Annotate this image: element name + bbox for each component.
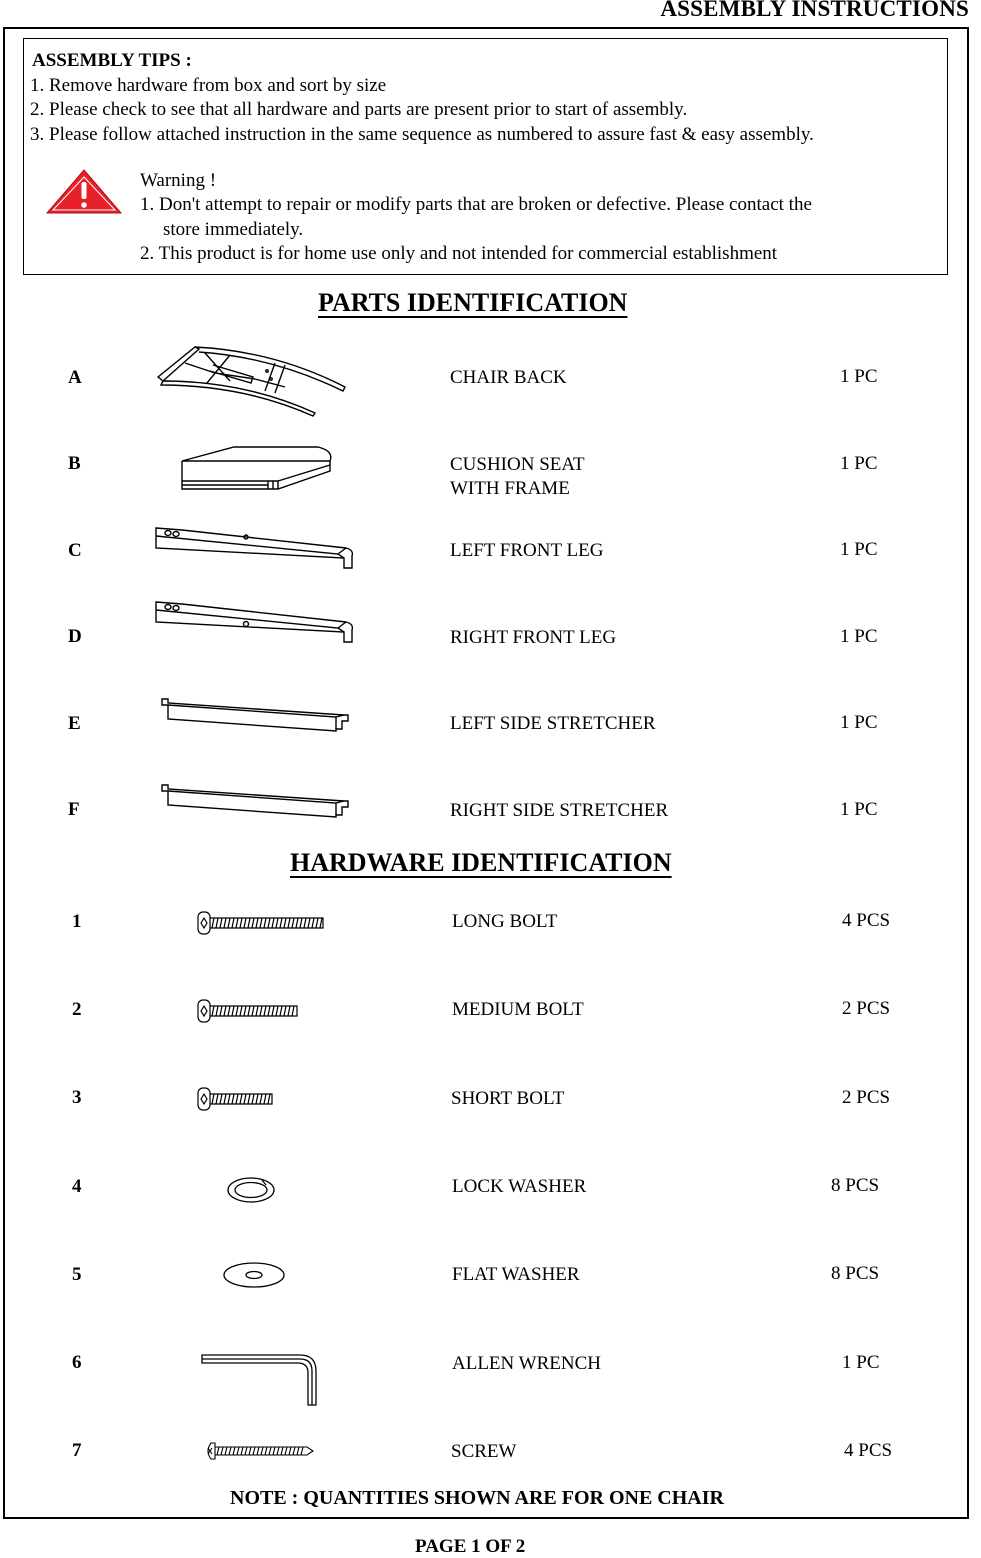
part-name: RIGHT SIDE STRETCHER xyxy=(450,800,669,821)
tip-1: 1. Remove hardware from box and sort by size xyxy=(30,75,387,96)
long-bolt-icon xyxy=(196,910,326,936)
chair-back-drawing xyxy=(155,343,350,419)
page-number: PAGE 1 OF 2 xyxy=(415,1536,526,1557)
hardware-identification-title: HARDWARE IDENTIFICATION xyxy=(290,848,672,877)
tips-heading: ASSEMBLY TIPS : xyxy=(32,50,192,71)
part-qty: 1 PC xyxy=(840,366,878,387)
warning-triangle-icon xyxy=(45,168,123,215)
hardware-number: 2 xyxy=(72,999,82,1020)
part-qty: 1 PC xyxy=(840,453,878,474)
part-name: LEFT SIDE STRETCHER xyxy=(450,713,656,734)
warning-line-1: 1. Don't attempt to repair or modify parts that are broken or defective. Please contact the xyxy=(140,194,812,215)
screw-icon xyxy=(203,1441,315,1461)
cushion-seat-drawing xyxy=(178,445,336,493)
right-front-leg-drawing xyxy=(152,598,356,644)
short-bolt-icon xyxy=(196,1086,276,1112)
warning-line-2: 2. This product is for home use only and not intended for commercial establishment xyxy=(140,243,778,264)
hardware-name: ALLEN WRENCH xyxy=(452,1353,601,1374)
right-side-stretcher-drawing xyxy=(160,783,350,819)
assembly-tips-box xyxy=(23,38,948,275)
part-qty: 1 PC xyxy=(840,712,878,733)
hardware-name: MEDIUM BOLT xyxy=(452,999,584,1020)
part-name: RIGHT FRONT LEG xyxy=(450,627,617,648)
hardware-name: LONG BOLT xyxy=(452,911,558,932)
hardware-name: SCREW xyxy=(451,1441,517,1462)
part-letter: D xyxy=(68,626,82,647)
part-name-line-2: WITH FRAME xyxy=(450,478,570,499)
part-qty: 1 PC xyxy=(840,799,878,820)
part-letter: A xyxy=(68,367,82,388)
warning-line-1-cont: store immediately. xyxy=(163,219,304,240)
left-front-leg-drawing xyxy=(152,524,356,570)
parts-identification-title: PARTS IDENTIFICATION xyxy=(318,288,628,317)
part-letter: F xyxy=(68,799,80,820)
medium-bolt-icon xyxy=(196,998,300,1024)
hardware-name: FLAT WASHER xyxy=(452,1264,580,1285)
hardware-qty: 8 PCS xyxy=(831,1263,880,1284)
lock-washer-icon xyxy=(226,1175,276,1205)
hardware-number: 6 xyxy=(72,1352,82,1373)
hardware-qty: 4 PCS xyxy=(842,910,891,931)
part-letter: C xyxy=(68,540,82,561)
flat-washer-icon xyxy=(222,1260,286,1290)
allen-wrench-icon xyxy=(200,1353,320,1407)
hardware-number: 5 xyxy=(72,1264,82,1285)
tip-3: 3. Please follow attached instruction in the same sequence as numbered to assure fast & easy assembly. xyxy=(30,124,814,145)
hardware-name: LOCK WASHER xyxy=(452,1176,587,1197)
left-side-stretcher-drawing xyxy=(160,697,350,733)
part-name: CHAIR BACK xyxy=(450,367,567,388)
part-name: CUSHION SEAT xyxy=(450,454,585,475)
quantities-note: NOTE : QUANTITIES SHOWN ARE FOR ONE CHAIR xyxy=(230,1487,724,1509)
hardware-qty: 8 PCS xyxy=(831,1175,880,1196)
part-letter: E xyxy=(68,713,81,734)
hardware-number: 1 xyxy=(72,911,82,932)
hardware-name: SHORT BOLT xyxy=(451,1088,565,1109)
hardware-number: 3 xyxy=(72,1087,82,1108)
hardware-number: 7 xyxy=(72,1440,82,1461)
warning-title: Warning ! xyxy=(140,170,217,191)
hardware-qty: 2 PCS xyxy=(842,998,891,1019)
part-letter: B xyxy=(68,453,81,474)
hardware-number: 4 xyxy=(72,1176,82,1197)
part-name: LEFT FRONT LEG xyxy=(450,540,604,561)
hardware-qty: 2 PCS xyxy=(842,1087,891,1108)
document-title: ASSEMBLY INSTRUCTIONS xyxy=(660,0,969,21)
part-qty: 1 PC xyxy=(840,626,878,647)
tip-2: 2. Please check to see that all hardware and parts are present prior to start of assembly. xyxy=(30,99,688,120)
hardware-qty: 4 PCS xyxy=(844,1440,893,1461)
hardware-qty: 1 PC xyxy=(842,1352,880,1373)
part-qty: 1 PC xyxy=(840,539,878,560)
